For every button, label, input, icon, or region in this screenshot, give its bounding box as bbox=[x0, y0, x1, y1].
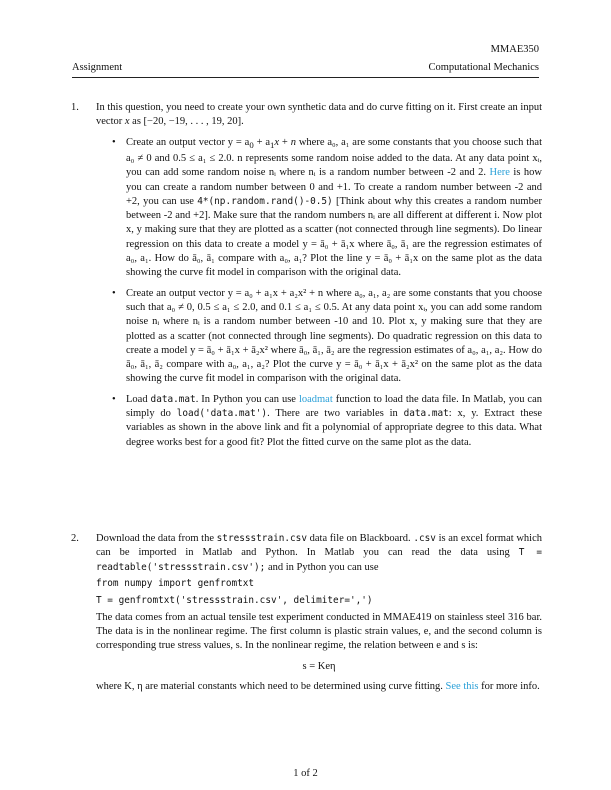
page-number: 1 of 2 bbox=[293, 768, 318, 779]
question-1-intro: In this question, you need to create your own synthetic data and do curve fitting on it. First create an input vector x as [−20, −19, . . . , 19, 20]. bbox=[96, 102, 542, 128]
bullet-icon: • bbox=[112, 393, 116, 405]
question-2-number: 2. bbox=[71, 533, 79, 544]
see-link[interactable]: See bbox=[445, 681, 461, 693]
header-course: MMAE350 bbox=[490, 44, 539, 55]
question-1 bbox=[71, 101, 543, 456]
header-subject: Computational Mechanics bbox=[428, 62, 539, 73]
code-random: 4*(np.random.rand()-0.5) bbox=[197, 195, 333, 207]
question-2-intro: Download the data from the stressstrain.csv data file on Blackboard. .csv is an excel format which can be imported in Matlab and Python. In Matlab you can read the data using T = readtable('stressstrain.csv'); and in Python you can use bbox=[96, 533, 542, 573]
bullet-icon: • bbox=[112, 136, 116, 148]
question-1-number: 1. bbox=[71, 102, 79, 113]
here-link[interactable]: Here bbox=[489, 167, 510, 179]
code-line-genfromtxt: T = genfromtxt('stressstrain.csv', delimiter=',') bbox=[96, 594, 373, 606]
power-law-formula: s = Keη bbox=[302, 660, 336, 672]
loadmat-link[interactable]: loadmat bbox=[298, 393, 333, 405]
code-line-import: from numpy import genfromtxt bbox=[96, 577, 255, 589]
bullet-load-data: • Load data.mat. In Python you can use loadmat function to load the data file. In Matlab, you can simply do load('data.mat'). There are two variables in data.mat: x, y. Extract these variables as shown in the above link and fit a polynomial of appropriate degree to this data. What degree works best for a good fit? Plot the fitted curve on the same plot as the data. bbox=[112, 393, 543, 448]
header-assignment: Assignment bbox=[72, 62, 123, 73]
header-rule bbox=[72, 77, 539, 78]
question-1-bullets bbox=[76, 136, 542, 450]
this-link[interactable]: this bbox=[463, 681, 479, 693]
question-2-closing: where K, η are material constants which need to be determined using curve fitting. See this for more info. bbox=[96, 681, 540, 693]
bullet-linear-regression: • Create an output vector $y = a_0 + a_1x + n$ where a₀, a₁ are some constants that you choose such that a₀ ≠ 0 and 0.5 ≤ a₁ ≤ 2.0. n represents some random noise added to the data. At any data point xᵢ, you can add some random noise nᵢ where nᵢ is a random number between -2 and 2. Here is how you can create a random number between 0 and +1. To create a random number between -2 and +2, you can use 4*(np.random.rand()-0.5) [Think about why this creates a random number between -2 and +2]. Make sure that the random numbers nᵢ are all different at different i. Now plot x, y making sure that they are plotted as a scatter (not connected through line segments). Do linear regression on this data to create a model y = ā₀ + ā₁x where ā₀, ā₁ are the regression estimates of a₀, a₁. How do ā₀, ā₁ compare with a₀, a₁? Plot the line y = ā₀ + ā₁x on the same plot as the data showing the curve fit model in comparison with the original data. bbox=[112, 136, 543, 279]
bullet-icon: • bbox=[112, 287, 116, 299]
bullet-quadratic-regression: • Create an output vector y = a₀ + a₁x + a₂x² + n where a₀, a₁, a₂ are some constants that you choose such that a₀ ≠ 0, 0.5 ≤ a₁ ≤ 2.0, and 0.1 ≤ a₁ ≤ 0.5. At any data point xᵢ, you can add some random noise nᵢ where nᵢ is a random number between -10 and 10. Plot x, y making sure that they are plotted as a scatter (not connected through line segments). Do quadratic regression on this data to create a model y = ā₀ + ā₁x + ā₂x² where ā₀, ā₁, ā₂ are the regression estimates of a₀, a₁, a₂. How do ā₀, ā₁, ā₂ compare with a₀, a₁, a₂? Plot the curve y = ā₀ + ā₁x + ā₂x² on the same plot as the data showing the curve fit model in comparison with the original data. bbox=[112, 287, 542, 385]
question-2-description: The data comes from an actual tensile test experiment conducted in MMAE419 on stainless steel 316 bar. The data is in the nonlinear regime. The first column is plastic strain values, e, and the second column is corresponding true stress values, s. In the nonlinear regime, the relation between e and s is: bbox=[96, 611, 542, 652]
question-2 bbox=[71, 532, 542, 694]
